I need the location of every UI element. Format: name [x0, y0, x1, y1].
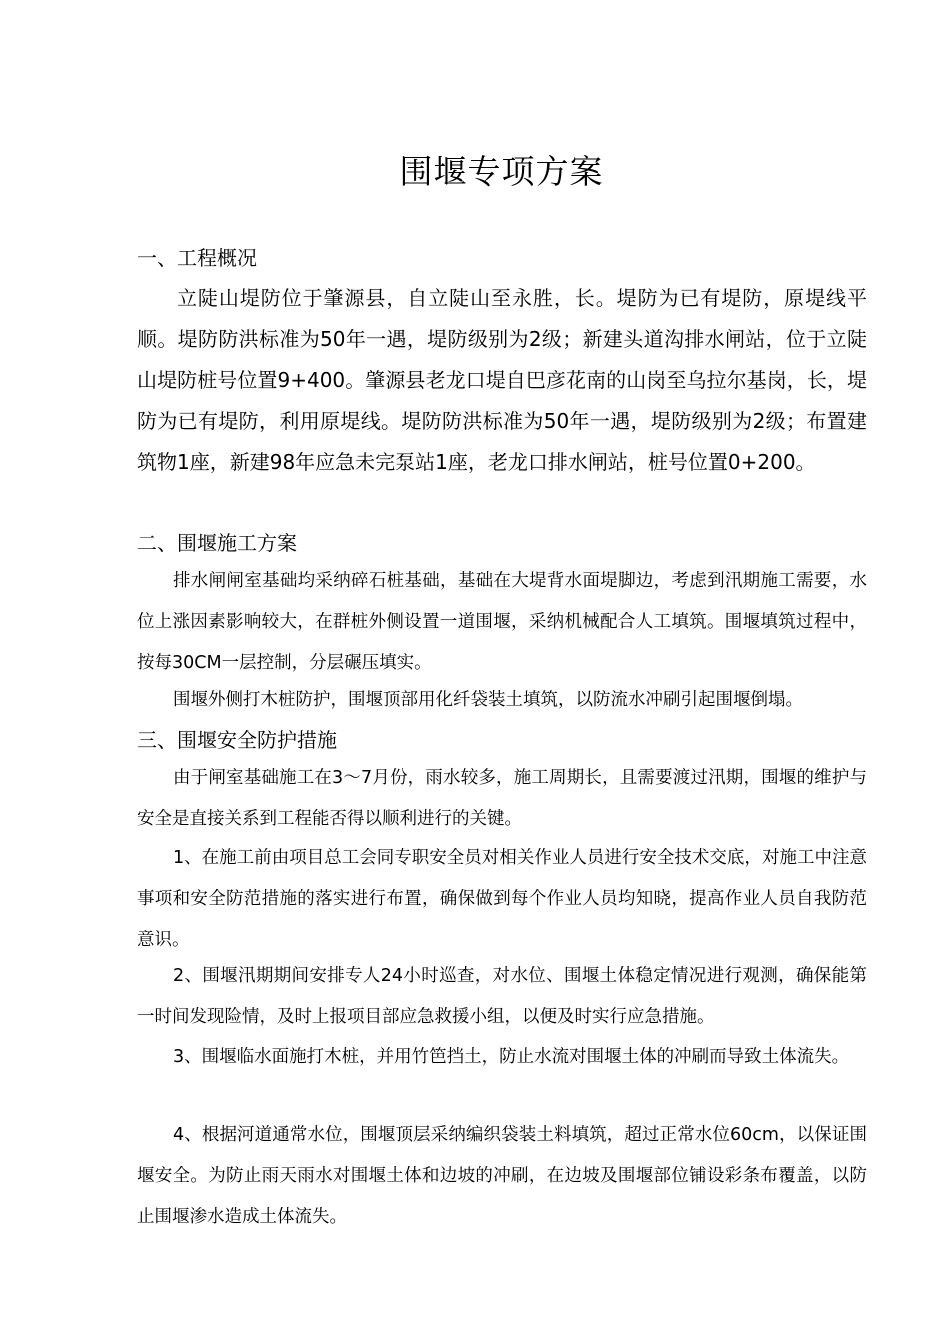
section-3-intro: 由于闸室基础施工在3～7月份，雨水较多，施工周期长，且需要渡过汛期，围堰的维护与安全是直接关系到工程能否得以顺利进行的关键。	[137, 768, 867, 829]
section-3-heading: 三、围堰安全防护措施	[137, 728, 337, 752]
section-1-paragraph: 立陡山堤防位于肇源县，自立陡山至永胜，长。堤防为已有堤防，原堤线平顺。堤防防洪标准为50年一遇，堤防级别为2级；新建头道沟排水闸站，位于立陡山堤防桩号位置9+400。肇源县老龙口堤自巴彦花南的山岗至乌拉尔基岗，长，堤防为已有堤防，利用原堤线。堤防防洪标准为50年一遇，堤防级别为2级；布置建筑物1座，新建98年应急未完泵站1座，老龙口排水闸站，桩号位置0+200。	[137, 286, 867, 474]
section-3-item-1: 1、在施工前由项目总工会同专职安全员对相关作业人员进行安全技术交底，对施工中注意事项和安全防范措施的落实进行布置，确保做到每个作业人员均知晓，提高作业人员自我防范意识。	[137, 848, 867, 950]
section-2-paragraph-2: 围堰外侧打木桩防护，围堰顶部用化纤袋装土填筑，以防流水冲刷引起围堰倒塌。	[173, 690, 803, 710]
section-2-heading: 二、围堰施工方案	[137, 531, 297, 555]
document-title: 围堰专项方案	[399, 152, 604, 191]
section-3-item-4: 4、根据河道通常水位，围堰顶层采纳编织袋装土料填筑，超过正常水位60cm，以保证围堰安全。为防止雨天雨水对围堰土体和边坡的冲刷，在边坡及围堰部位铺设彩条布覆盖，以防止围堰渗水造成土体流失。	[137, 1125, 867, 1227]
section-1-heading: 一、工程概况	[137, 246, 257, 270]
section-3-item-3: 3、围堰临水面施打木桩，并用竹笆挡土，防止水流对围堰土体的冲刷而导致土体流失。	[173, 1047, 850, 1067]
section-3-item-2: 2、围堰汛期期间安排专人24小时巡查，对水位、围堰土体稳定情况进行观测，确保能第一时间发现险情，及时上报项目部应急救援小组，以便及时实行应急措施。	[137, 966, 867, 1027]
section-2-paragraph-1: 排水闸闸室基础均采纳碎石桩基础，基础在大堤背水面堤脚边，考虑到汛期施工需要，水位上涨因素影响较大，在群桩外侧设置一道围堰，采纳机械配合人工填筑。围堰填筑过程中，按每30CM一层控制，分层碾压填实。	[137, 571, 867, 673]
